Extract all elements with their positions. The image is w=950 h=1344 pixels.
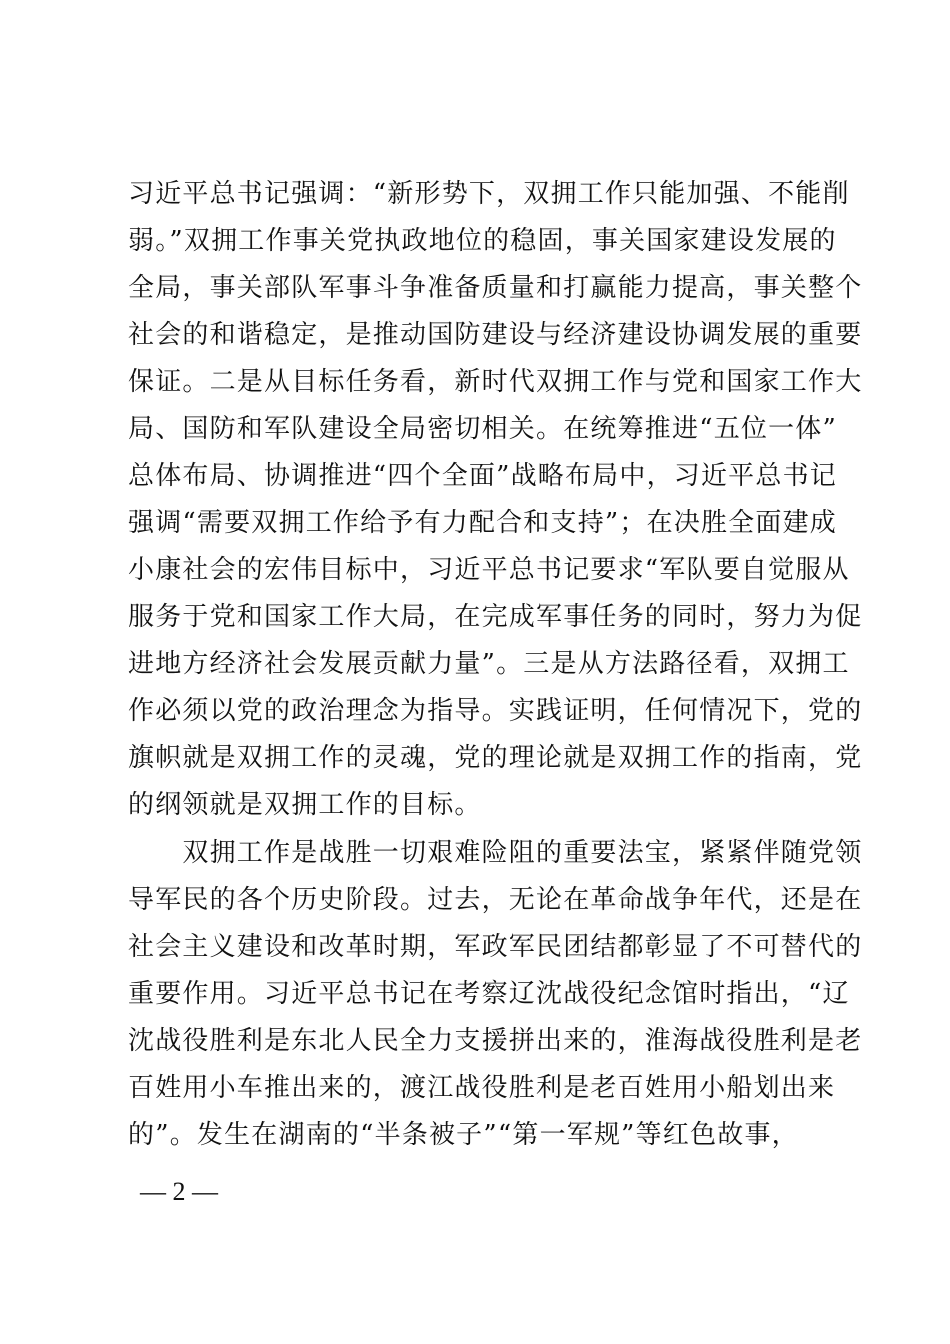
- text-line: 局、国防和军队建设全局密切相关。在统筹推进“五位一体”: [128, 414, 837, 444]
- text-line: 习近平总书记强调：“新形势下，双拥工作只能加强、不能削: [128, 179, 850, 209]
- text-line: 服务于党和国家工作大局，在完成军事任务的同时，努力为促: [128, 602, 863, 632]
- text-line: 总体布局、协调推进“四个全面”战略布局中，习近平总书记: [128, 461, 837, 491]
- text-line: 双拥工作是战胜一切艰难险阻的重要法宝，紧紧伴随党领: [128, 838, 863, 868]
- text-line: 作必须以党的政治理念为指导。实践证明，任何情况下，党的: [128, 696, 863, 726]
- text-line: 社会的和谐稳定，是推动国防建设与经济建设协调发展的重要: [128, 320, 863, 350]
- text-line: 保证。二是从目标任务看，新时代双拥工作与党和国家工作大: [128, 367, 863, 397]
- page-number: — 2 —: [140, 1177, 218, 1206]
- text-line: 进地方经济社会发展贡献力量”。三是从方法路径看，双拥工: [128, 649, 850, 679]
- text-line: 导军民的各个历史阶段。过去，无论在革命战争年代，还是在: [128, 885, 863, 915]
- text-line: 社会主义建设和改革时期，军政军民团结都彰显了不可替代的: [128, 932, 863, 962]
- text-line: 强调“需要双拥工作给予有力配合和支持”；在决胜全面建成: [128, 508, 837, 538]
- text-line: 小康社会的宏伟目标中，习近平总书记要求“军队要自觉服从: [128, 555, 850, 585]
- text-line: 的”。发生在湖南的“半条被子”“第一军规”等红色故事，: [128, 1120, 799, 1150]
- text-line: 旗帜就是双拥工作的灵魂，党的理论就是双拥工作的指南，党: [128, 743, 863, 773]
- text-line: 全局，事关部队军事斗争准备质量和打赢能力提高，事关整个: [128, 273, 863, 303]
- text-line: 重要作用。习近平总书记在考察辽沈战役纪念馆时指出，“辽: [128, 979, 850, 1009]
- text-line: 的纲领就是双拥工作的目标。: [128, 790, 482, 820]
- text-line: 弱。”双拥工作事关党执政地位的稳固，事关国家建设发展的: [128, 226, 837, 256]
- text-line: 沈战役胜利是东北人民全力支援拼出来的，淮海战役胜利是老: [128, 1026, 863, 1056]
- text-line: 百姓用小车推出来的，渡江战役胜利是老百姓用小船划出来: [128, 1073, 836, 1103]
